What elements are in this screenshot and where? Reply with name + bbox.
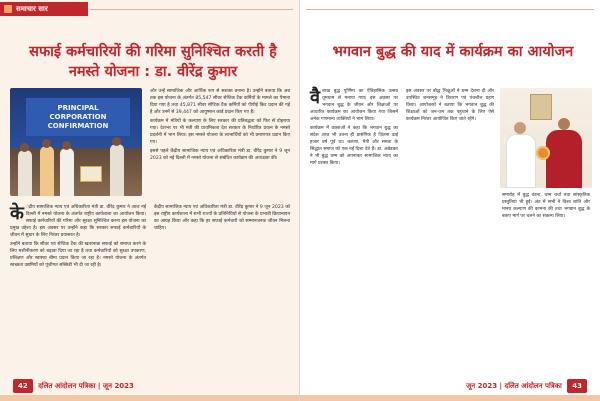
bottom-band	[300, 395, 600, 401]
person-figure	[506, 134, 536, 188]
person-head	[42, 139, 51, 148]
paragraph-text: शाख बुद्ध पूर्णिमा का ऐतिहासिक उत्सव धूमधाम से मनाया गया। इस अवसर पर भगवान बुद्ध के जीवन और शिक्षाओं पर आधारित कार्यक्रम का आयोजन किया गया जिसमें अनेक गणमान्य व्यक्तियों ने भाग लिया।	[310, 89, 398, 122]
paragraph: इस अवसर पर बौद्ध भिक्षुओं ने धम्म देशना दी और उपस्थित जनसमूह ने त्रिशरण एवं पंचशील ग्रहण किया। आयोजकों ने बताया कि भगवान बुद्ध की शिक्षाओं को जन-जन तक पहुंचाने के लिए ऐसे कार्यक्रम निरंतर आयोजित किए जाते रहेंगे।	[406, 89, 494, 122]
left-footer	[10, 379, 134, 393]
person-figure	[110, 144, 124, 196]
paragraph: कार्यक्रम में मंत्रियों के कल्याण के लिए सरकार की प्रतिबद्धता को फिर से दोहराया गया। देशभर पर भी मंत्री की प्राथमिकता देश सरकार के निर्धारित प्रयत्न के नमस्ते प्रदर्शनी में भाग लिया। इस नमस्ते योजना के लाभार्थियों को भी प्रमाणपत्र प्रदान किए गए।	[150, 119, 290, 145]
right-page	[300, 0, 600, 401]
section-tag: समाचार सार	[0, 2, 88, 16]
person-head	[514, 122, 526, 134]
paragraph	[310, 88, 398, 123]
right-headline: भगवान बुद्ध की याद में कार्यक्रम का आयोजन	[332, 44, 574, 60]
person-head	[20, 143, 29, 152]
person-head	[558, 118, 570, 130]
paragraph: और उन्हें सामाजिक और आर्थिक रूप से सशक्त बनाना है। उन्होंने बताया कि अब तक इस योजना के अंतर्गत 85,547 सीवर सेप्टिक टैंक कर्मियों के मामले का पैमाना दिया गया है तथा 45,871 सीवर सेप्टिक टैंक कर्मियों को पीपीई किट प्रदान की गई है और उनमें से 39,447 को आयुष्मान कार्ड प्रदान किए गए हैं।	[150, 89, 290, 115]
bottom-band	[0, 395, 299, 401]
page-number: 43	[567, 379, 587, 393]
footer-separator: |	[499, 382, 505, 390]
paragraph: उन्होंने बताया कि सीवर एवं सेप्टिक टैंक की खतरनाक सफाई को समाप्त करने के लिए मशीनीकरण को बढ़ावा दिया जा रहा है तथा कर्मचारियों को सुरक्षा उपकरण, प्रशिक्षण और स्वास्थ्य बीमा प्रदान किया जा रहा है। नमस्ते योजना के अंतर्गत स्वच्छता उद्यमियों को पूंजीगत सब्सिडी भी दी जा रही है।	[10, 242, 146, 268]
body-column	[310, 88, 398, 378]
top-rule	[306, 9, 594, 10]
photo-banner: PRINCIPAL CORPORATION CONFIRMATION	[26, 98, 130, 136]
plaque	[80, 166, 102, 182]
picture-frame	[530, 94, 552, 120]
dropcap: के	[10, 203, 24, 224]
left-body-columns	[10, 204, 290, 376]
body-column	[154, 204, 290, 376]
person-figure	[18, 150, 32, 196]
footer-separator: |	[97, 382, 103, 390]
buddha-event-photo	[500, 88, 592, 188]
left-headline: सफाई कर्मचारियों की गरिमा सुनिश्चित करती है नमस्ते योजना : डा. वीरेंद्र कुमार	[29, 44, 277, 80]
paragraph: केंद्रीय सामाजिक न्याय एवं अधिकारिता मंत्री डा. वीरेंद्र कुमार ने 9 जून 2023 को इस राष्ट्रीय कार्यशाला में सभी राज्यों के प्रतिनिधियों से योजना के प्रभावी क्रियान्वयन का आग्रह किया और कहा कि हर सफाई कर्मचारी को सम्मानजनक जीवन मिलना चाहिए।	[154, 205, 290, 231]
issue-date: जून 2023	[466, 382, 498, 390]
magazine-title: दलित आंदोलन पत्रिका	[504, 382, 562, 390]
paragraph-text: ंद्रीय सामाजिक न्याय एवं अधिकारिता मंत्री डा. वीरेंद्र कुमार ने आज नई दिल्ली में नमस्ते योजना के अंतर्गत राष्ट्रीय कार्यशाला का आयोजन किया। सफाई कर्मचारियों की गरिमा और सुरक्षा सुनिश्चित करना इस योजना का प्रमुख उद्देश्य है। इस अवसर पर उन्होंने कहा कि सरकार सफाई कर्मचारियों के जीवन में सुधार के लिए निरंतर प्रयासरत है।	[10, 205, 146, 238]
paragraph: कार्यक्रम में वक्ताओं ने कहा कि भगवान बुद्ध का संदेश आज भी उतना ही प्रासंगिक है जितना ढाई हजार वर्ष पूर्व था। करुणा, मैत्री और समता के सिद्धांत समाज को एक नई दिशा देते हैं। डा. अंबेडकर ने भी बुद्ध धम्म को अपनाकर सामाजिक न्याय का मार्ग प्रशस्त किया।	[310, 126, 398, 166]
monk-robe	[546, 130, 582, 188]
dropcap: वै	[310, 87, 321, 108]
body-column	[10, 204, 146, 376]
person-head	[62, 141, 71, 150]
person-figure	[40, 146, 54, 196]
top-rule	[90, 9, 293, 10]
paragraph: इससे पहले केंद्रीय सामाजिक न्याय एवं अधिकारिता मंत्री डा. वीरेंद्र कुमार ने 9 जून 2023 को नई दिल्ली में नमस्ते योजना से संबंधित कार्यक्रम की अध्यक्षता की।	[150, 149, 290, 161]
paragraph: समारोह में बुद्ध वंदना, धम्म चर्चा तथा सांस्कृतिक प्रस्तुतियां भी हुईं। अंत में सभी ने विश्व शांति और मानव कल्याण की कामना की तथा भगवान बुद्ध के बताए मार्ग पर चलने का संकल्प लिया।	[502, 193, 590, 219]
event-photo	[10, 88, 142, 196]
magazine-title: दलित आंदोलन पत्रिका	[38, 382, 96, 390]
person-figure	[60, 148, 74, 196]
issue-date: जून 2023	[102, 382, 134, 390]
right-footer	[466, 379, 590, 393]
paragraph	[10, 204, 146, 239]
person-head	[112, 137, 121, 146]
flower-garland	[536, 146, 550, 160]
left-column-text	[150, 88, 290, 164]
page-number: 42	[13, 379, 33, 393]
body-column	[406, 88, 494, 378]
